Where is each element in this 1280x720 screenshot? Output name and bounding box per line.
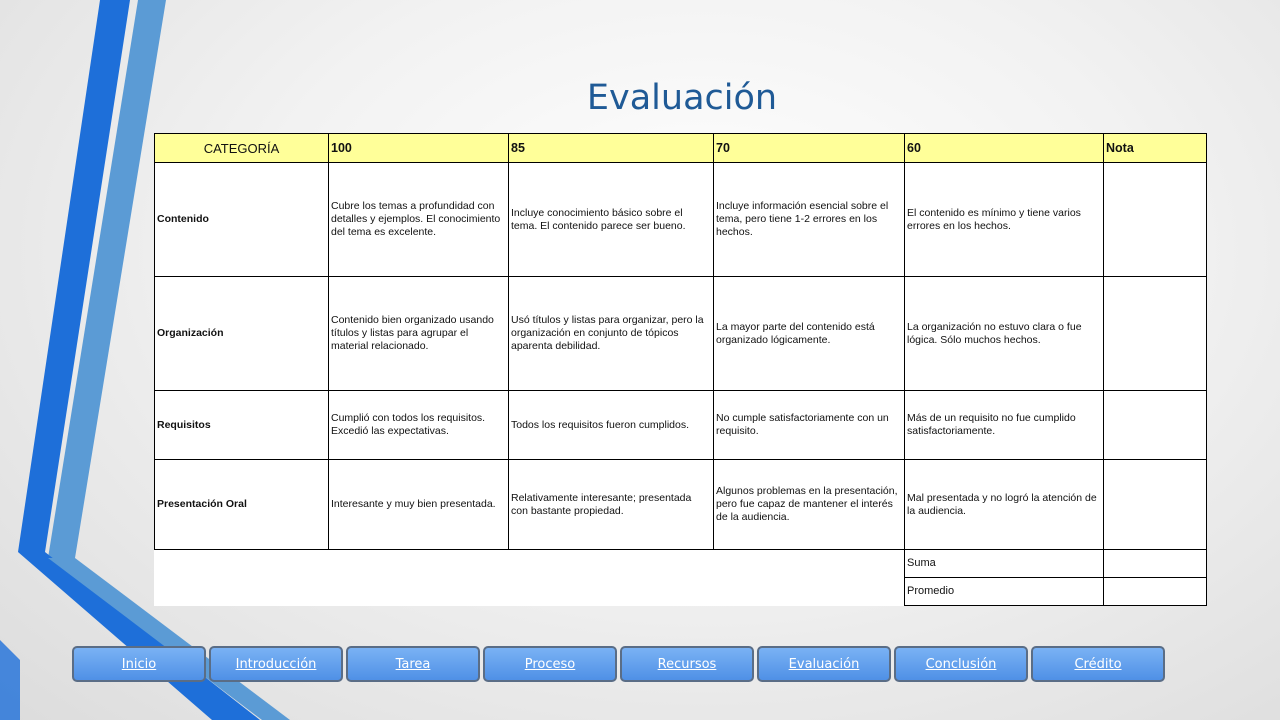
navigation-bar xyxy=(72,646,1165,682)
table-row xyxy=(155,460,1207,550)
evaluation-rubric-table xyxy=(154,133,1207,606)
cell-60: Más de un requisito no fue cumplido satisfactoriamente. xyxy=(905,391,1104,460)
average-label: Promedio xyxy=(905,578,1104,606)
cell-60: El contenido es mínimo y tiene varios errores en los hechos. xyxy=(905,163,1104,277)
nav-inicio-button[interactable]: Inicio xyxy=(72,646,206,682)
nav-introduccion-button[interactable]: Introducción xyxy=(209,646,343,682)
cell-100: Interesante y muy bien presentada. xyxy=(329,460,509,550)
cell-nota xyxy=(1104,163,1207,277)
table-header-row xyxy=(155,134,1207,163)
table-row xyxy=(155,277,1207,391)
average-value xyxy=(1104,578,1207,606)
page-title: Evaluación xyxy=(586,78,778,118)
row-category: Requisitos xyxy=(155,391,329,460)
cell-70: Incluye información esencial sobre el tema, pero tiene 1-2 errores en los hechos. xyxy=(714,163,905,277)
cell-100: Contenido bien organizado usando títulos y listas para agrupar el material relacionado. xyxy=(329,277,509,391)
cell-60: La organización no estuvo clara o fue lógica. Sólo muchos hechos. xyxy=(905,277,1104,391)
cell-nota xyxy=(1104,391,1207,460)
row-category: Presentación Oral xyxy=(155,460,329,550)
header-category: CATEGORÍA xyxy=(155,134,329,163)
nav-tarea-button[interactable]: Tarea xyxy=(346,646,480,682)
row-category: Contenido xyxy=(155,163,329,277)
nav-credito-button[interactable]: Crédito xyxy=(1031,646,1165,682)
average-row xyxy=(155,578,1207,606)
cell-100: Cubre los temas a profundidad con detalles y ejemplos. El conocimiento del tema es excelente. xyxy=(329,163,509,277)
cell-nota xyxy=(1104,277,1207,391)
cell-70: No cumple satisfactoriamente con un requisito. xyxy=(714,391,905,460)
cell-85: Relativamente interesante; presentada con bastante propiedad. xyxy=(509,460,714,550)
header-60: 60 xyxy=(905,134,1104,163)
cell-85: Incluye conocimiento básico sobre el tema. El contenido parece ser bueno. xyxy=(509,163,714,277)
header-nota: Nota xyxy=(1104,134,1207,163)
nav-recursos-button[interactable]: Recursos xyxy=(620,646,754,682)
sum-value xyxy=(1104,550,1207,578)
cell-85: Usó títulos y listas para organizar, pero la organización en conjunto de tópicos aparenta debilidad. xyxy=(509,277,714,391)
cell-70: La mayor parte del contenido está organizado lógicamente. xyxy=(714,277,905,391)
cell-nota xyxy=(1104,460,1207,550)
nav-evaluacion-button[interactable]: Evaluación xyxy=(757,646,891,682)
header-85: 85 xyxy=(509,134,714,163)
nav-proceso-button[interactable]: Proceso xyxy=(483,646,617,682)
header-70: 70 xyxy=(714,134,905,163)
empty-cell xyxy=(155,578,905,606)
sum-label: Suma xyxy=(905,550,1104,578)
cell-60: Mal presentada y no logró la atención de la audiencia. xyxy=(905,460,1104,550)
sum-row xyxy=(155,550,1207,578)
table-row xyxy=(155,391,1207,460)
header-100: 100 xyxy=(329,134,509,163)
cell-85: Todos los requisitos fueron cumplidos. xyxy=(509,391,714,460)
row-category: Organización xyxy=(155,277,329,391)
table-row xyxy=(155,163,1207,277)
nav-conclusion-button[interactable]: Conclusión xyxy=(894,646,1028,682)
cell-70: Algunos problemas en la presentación, pero fue capaz de mantener el interés de la audiencia. xyxy=(714,460,905,550)
empty-cell xyxy=(155,550,905,578)
cell-100: Cumplió con todos los requisitos. Excedió las expectativas. xyxy=(329,391,509,460)
